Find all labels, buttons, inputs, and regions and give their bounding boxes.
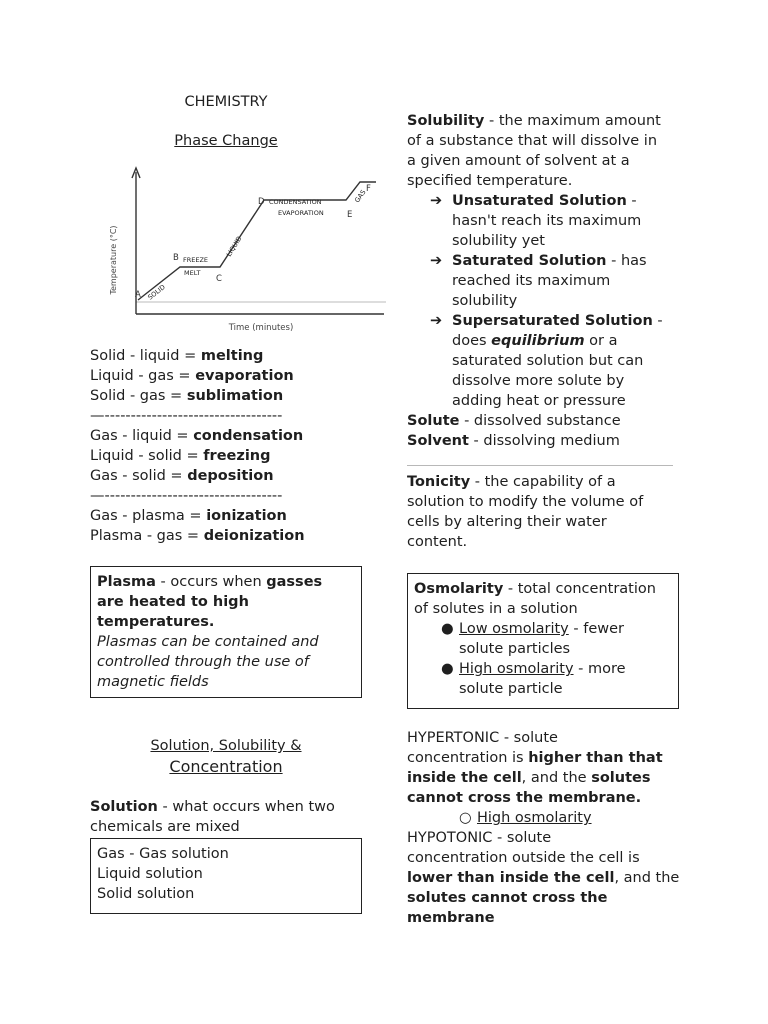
bullet-icon: ● — [441, 661, 454, 677]
phase-line-condensation: Gas - liquid = condensation — [90, 428, 304, 444]
solution-definition: Solution - what occurs when two chemicals are mixed — [90, 799, 335, 835]
label-freeze: FREEZE — [183, 256, 209, 264]
solubility-section: Solubility - the maximum amount of a substance that will dissolve in a given amount of solvent at a specified temperature. ➔ Unsaturated Solution - hasn't reach its maximum solubility yet ➔ Saturated Solution - has reached its maximum solubility ➔ Supersaturated Solution - does equilibrium or a saturated solution but can dissolve more solute by adding heat or pressure Solute - dissolved substance Solvent - dissolving medium — [407, 113, 663, 449]
list-item: Solid solution — [97, 886, 195, 902]
circle-bullet-icon: ○ — [459, 810, 472, 826]
hypotonic-line: HYPOTONIC - solute — [407, 830, 552, 846]
osmolarity-box: Osmolarity - total concentration of solutes in a solution ● Low osmolarity - fewer solute particles ● High osmolarity - more solute particle — [407, 573, 679, 709]
phase-change-graph — [106, 160, 388, 338]
phase-change-list — [90, 346, 305, 546]
arrow-icon: ➔ — [430, 193, 443, 209]
label-liquid: LIQUID — [224, 234, 244, 259]
graph-y-label: Temperature (°C) — [109, 225, 118, 295]
arrow-icon: ➔ — [430, 253, 443, 269]
heating-curve — [138, 182, 376, 300]
point-f-label: F — [366, 184, 371, 194]
point-d-label: D — [258, 197, 265, 207]
point-a-label: A — [135, 290, 141, 300]
point-b-label: B — [173, 253, 179, 263]
label-evaporation: EVAPORATION — [278, 209, 324, 217]
section-divider — [407, 465, 673, 466]
tonicity-types: HYPERTONIC - solute concentration is higher than that inside the cell, and the solutes cannot cross the membrane. ○ High osmolarity HYPOTONIC - solute concentration outside the cell is lower than inside the cell, and the solutes cannot cross the membrane — [407, 730, 680, 926]
label-condensation: CONDENSATION — [269, 198, 322, 206]
phase-line-freezing: Liquid - solid = freezing — [90, 448, 271, 464]
point-c-label: C — [216, 274, 222, 284]
phase-divider: —---------------------------------- — [90, 488, 283, 504]
phase-line-evaporation: Liquid - gas = evaporation — [90, 368, 294, 384]
phase-line-deionization: Plasma - gas = deionization — [90, 528, 305, 544]
solution-types-box — [90, 838, 362, 914]
tonicity-section: Tonicity - the capability of a solution to modify the volume of cells by altering their water content. — [407, 474, 644, 550]
phase-line-deposition: Gas - solid = deposition — [90, 468, 274, 484]
graph-x-label: Time (minutes) — [228, 323, 294, 333]
label-melt: MELT — [184, 269, 201, 277]
plasma-box: Plasma - occurs when gasses are heated to high temperatures. Plasmas can be contained and controlled through the use of magnetic fields — [90, 566, 362, 698]
page-title: CHEMISTRY — [184, 94, 268, 110]
solution-heading-line1: Solution, Solubility & — [150, 738, 302, 754]
phase-line-melting: Solid - liquid = melting — [90, 348, 264, 364]
list-item: Liquid solution — [97, 866, 203, 882]
solution-heading-line2: Concentration — [169, 757, 283, 776]
arrow-icon: ➔ — [430, 313, 443, 329]
hypertonic-line: HYPERTONIC - solute — [407, 730, 558, 746]
label-gas: GAS — [353, 188, 368, 205]
list-item: Gas - Gas solution — [97, 846, 229, 862]
phase-line-sublimation: Solid - gas = sublimation — [90, 388, 284, 404]
label-solid: SOLID — [146, 283, 167, 302]
phase-divider: —---------------------------------- — [90, 408, 283, 424]
phase-line-ionization: Gas - plasma = ionization — [90, 508, 287, 524]
phase-change-heading: Phase Change — [174, 133, 278, 149]
plasma-term: Plasma — [97, 574, 156, 590]
point-e-label: E — [347, 210, 353, 220]
bullet-icon: ● — [441, 621, 454, 637]
